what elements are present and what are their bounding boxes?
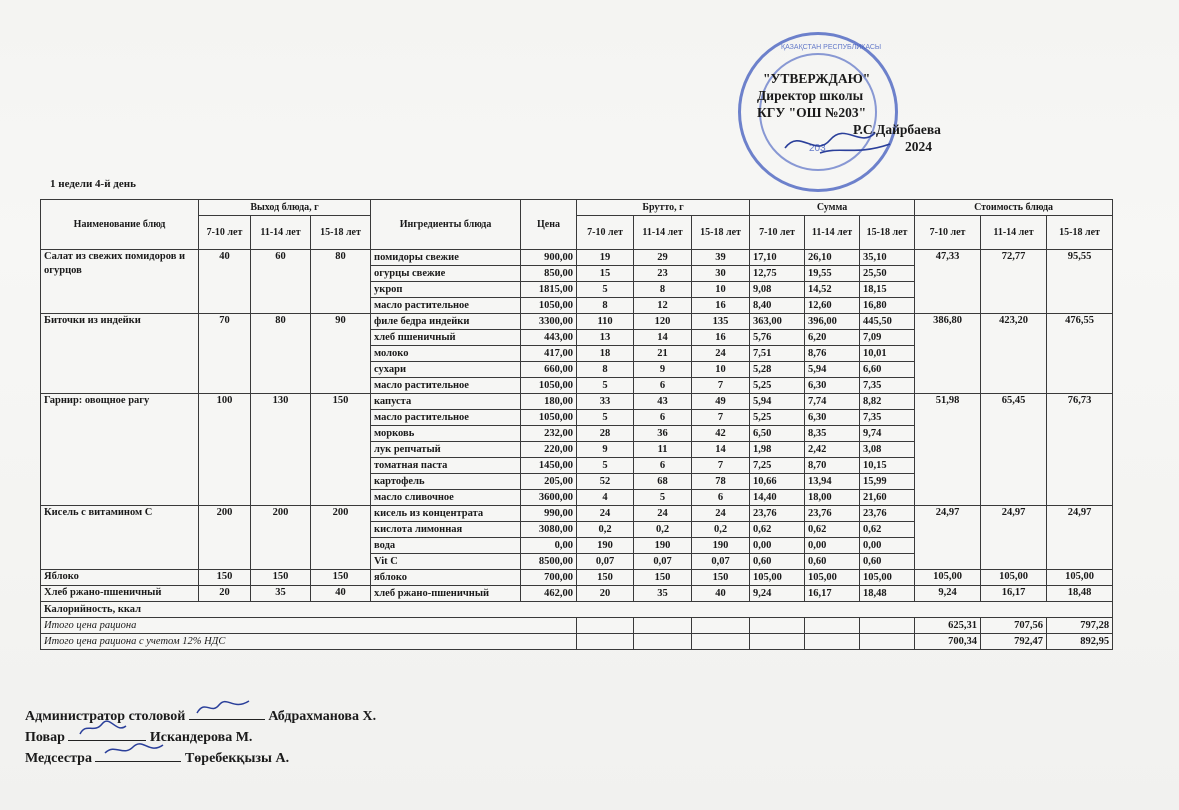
ingredient-brutto: 43: [634, 394, 692, 410]
dish-output: 40: [199, 250, 251, 314]
menu-table: [40, 199, 1113, 650]
total-value: 707,56: [981, 618, 1047, 634]
dish-output: 90: [311, 314, 371, 394]
dish-output: 100: [199, 394, 251, 506]
ingredient-brutto: 8: [577, 298, 634, 314]
ingredient-name: помидоры свежие: [371, 250, 521, 266]
dish-cost: 47,33: [915, 250, 981, 314]
table-row: [41, 586, 1113, 602]
ingredient-brutto: 6: [634, 378, 692, 394]
ingredient-brutto: 11: [634, 442, 692, 458]
ingredient-sum: 25,50: [860, 266, 915, 282]
ingredient-name: масло растительное: [371, 298, 521, 314]
dish-output: 150: [311, 394, 371, 506]
dish-cost: 76,73: [1047, 394, 1113, 506]
dish-cost: 105,00: [915, 570, 981, 586]
table-row: [41, 250, 1113, 266]
ingredient-sum: 8,40: [750, 298, 805, 314]
ingredient-brutto: 18: [577, 346, 634, 362]
ingredient-sum: 0,60: [750, 554, 805, 570]
ingredient-sum: 2,42: [805, 442, 860, 458]
header-age: 15-18 лет: [860, 216, 915, 250]
approval-signer: Р.С.Дайрбаева: [853, 122, 941, 137]
ingredient-name: молоко: [371, 346, 521, 362]
ingredient-name: хлеб пшеничный: [371, 330, 521, 346]
header-ingredients: Ингредиенты блюда: [371, 200, 521, 250]
ingredient-brutto: 10: [692, 362, 750, 378]
total-vat-label: Итого цена рациона с учетом 12% НДС: [41, 634, 577, 650]
dish-output: 130: [251, 394, 311, 506]
table-row: [41, 394, 1113, 410]
ingredient-name: укроп: [371, 282, 521, 298]
ingredient-brutto: 21: [634, 346, 692, 362]
dish-cost: 9,24: [915, 586, 981, 602]
dish-output: 80: [311, 250, 371, 314]
dish-cost: 105,00: [1047, 570, 1113, 586]
signature-role: Повар: [25, 730, 65, 745]
director-signature: [780, 118, 900, 168]
ingredient-sum: 12,60: [805, 298, 860, 314]
ingredient-price: 462,00: [521, 586, 577, 602]
dish-cost: 95,55: [1047, 250, 1113, 314]
ingredient-name: масло растительное: [371, 410, 521, 426]
ingredient-sum: 18,00: [805, 490, 860, 506]
ingredient-price: 1450,00: [521, 458, 577, 474]
header-sum: Сумма: [750, 200, 915, 216]
total-vat-value: 792,47: [981, 634, 1047, 650]
dish-cost: 24,97: [981, 506, 1047, 570]
ingredient-brutto: 30: [692, 266, 750, 282]
ingredient-name: картофель: [371, 474, 521, 490]
ingredient-name: сухари: [371, 362, 521, 378]
ingredient-price: 700,00: [521, 570, 577, 586]
ingredient-price: 660,00: [521, 362, 577, 378]
ingredient-sum: 7,35: [860, 378, 915, 394]
dish-output: 40: [311, 586, 371, 602]
ingredient-price: 180,00: [521, 394, 577, 410]
ingredient-sum: 9,74: [860, 426, 915, 442]
total-value: 625,31: [915, 618, 981, 634]
ingredient-brutto: 7: [692, 458, 750, 474]
signature-row: [25, 747, 376, 768]
ingredient-price: 3080,00: [521, 522, 577, 538]
ingredient-brutto: 4: [577, 490, 634, 506]
dish-name: Салат из свежих помидоров и огурцов: [41, 250, 199, 314]
header-age: 11-14 лет: [805, 216, 860, 250]
ingredient-sum: 10,15: [860, 458, 915, 474]
ingredient-brutto: 19: [577, 250, 634, 266]
ingredient-sum: 16,80: [860, 298, 915, 314]
table-row: [41, 506, 1113, 522]
day-title: 1 недели 4-й день: [50, 178, 136, 190]
ingredient-brutto: 28: [577, 426, 634, 442]
header-cost: Стоимость блюда: [915, 200, 1113, 216]
ingredient-brutto: 5: [577, 458, 634, 474]
ingredient-brutto: 15: [577, 266, 634, 282]
handwritten-signature: [193, 697, 253, 717]
ingredient-sum: 13,94: [805, 474, 860, 490]
ingredient-sum: 0,62: [805, 522, 860, 538]
dish-name: Биточки из индейки: [41, 314, 199, 394]
signature-row: [25, 726, 376, 747]
ingredient-brutto: 9: [634, 362, 692, 378]
ingredient-brutto: 12: [634, 298, 692, 314]
ingredient-sum: 26,10: [805, 250, 860, 266]
ingredient-name: капуста: [371, 394, 521, 410]
table-row: [41, 314, 1113, 330]
ingredient-price: 443,00: [521, 330, 577, 346]
header-age: 7-10 лет: [915, 216, 981, 250]
ingredient-brutto: 150: [634, 570, 692, 586]
ingredient-price: 232,00: [521, 426, 577, 442]
header-name: Наименование блюд: [41, 200, 199, 250]
ingredient-price: 1815,00: [521, 282, 577, 298]
ingredient-sum: 105,00: [805, 570, 860, 586]
ingredient-brutto: 16: [692, 298, 750, 314]
ingredient-sum: 35,10: [860, 250, 915, 266]
ingredient-sum: 0,62: [750, 522, 805, 538]
dish-name: Кисель с витамином С: [41, 506, 199, 570]
ingredient-sum: 12,75: [750, 266, 805, 282]
ingredient-name: томатная паста: [371, 458, 521, 474]
ingredient-sum: 5,76: [750, 330, 805, 346]
ingredient-sum: 9,08: [750, 282, 805, 298]
table-row: [41, 570, 1113, 586]
dish-name: Яблоко: [41, 570, 199, 586]
header-age: 7-10 лет: [750, 216, 805, 250]
ingredient-sum: 363,00: [750, 314, 805, 330]
approval-title: "УТВЕРЖДАЮ": [763, 71, 871, 86]
ingredient-sum: 6,20: [805, 330, 860, 346]
signature-name: Абдрахманова Х.: [268, 709, 377, 724]
ingredient-sum: 15,99: [860, 474, 915, 490]
ingredient-sum: 7,25: [750, 458, 805, 474]
ingredient-sum: 8,70: [805, 458, 860, 474]
ingredient-sum: 6,60: [860, 362, 915, 378]
ingredient-name: кисель из концентрата: [371, 506, 521, 522]
dish-cost: 105,00: [981, 570, 1047, 586]
ingredient-name: Vit C: [371, 554, 521, 570]
dish-output: 80: [251, 314, 311, 394]
total-value: 797,28: [1047, 618, 1113, 634]
ingredient-name: хлеб ржано-пшеничный: [371, 586, 521, 602]
ingredient-brutto: 0,07: [634, 554, 692, 570]
ingredient-sum: 6,30: [805, 378, 860, 394]
ingredient-sum: 0,62: [860, 522, 915, 538]
ingredient-sum: 18,15: [860, 282, 915, 298]
ingredient-sum: 105,00: [750, 570, 805, 586]
signature-name: Искандерова М.: [149, 730, 253, 745]
ingredient-brutto: 120: [634, 314, 692, 330]
ingredient-sum: 18,48: [860, 586, 915, 602]
ingredient-brutto: 150: [692, 570, 750, 586]
ingredient-brutto: 6: [692, 490, 750, 506]
ingredient-brutto: 190: [577, 538, 634, 554]
ingredient-price: 1050,00: [521, 410, 577, 426]
dish-output: 60: [251, 250, 311, 314]
ingredient-brutto: 78: [692, 474, 750, 490]
ingredient-brutto: 9: [577, 442, 634, 458]
approval-year: 2024: [905, 139, 932, 154]
ingredient-brutto: 23: [634, 266, 692, 282]
approval-director: Директор школы: [757, 88, 864, 103]
signature-role: Администратор столовой: [25, 709, 186, 724]
ingredient-name: морковь: [371, 426, 521, 442]
ingredient-brutto: 24: [634, 506, 692, 522]
dish-cost: 16,17: [981, 586, 1047, 602]
total-vat-value: 892,95: [1047, 634, 1113, 650]
ingredient-brutto: 8: [634, 282, 692, 298]
ingredient-sum: 0,00: [750, 538, 805, 554]
dish-cost: 65,45: [981, 394, 1047, 506]
header-age: 15-18 лет: [1047, 216, 1113, 250]
header-brutto: Брутто, г: [577, 200, 750, 216]
ingredient-name: вода: [371, 538, 521, 554]
dish-output: 200: [251, 506, 311, 570]
ingredient-brutto: 150: [577, 570, 634, 586]
ingredient-brutto: 110: [577, 314, 634, 330]
ingredient-sum: 1,98: [750, 442, 805, 458]
ingredient-brutto: 5: [577, 410, 634, 426]
dish-output: 150: [199, 570, 251, 586]
signature-name: Төребекқызы А.: [184, 751, 290, 766]
ingredient-price: 417,00: [521, 346, 577, 362]
ingredient-price: 1050,00: [521, 378, 577, 394]
ingredient-sum: 7,74: [805, 394, 860, 410]
dish-output: 20: [199, 586, 251, 602]
ingredient-brutto: 39: [692, 250, 750, 266]
dish-cost: 24,97: [1047, 506, 1113, 570]
ingredient-brutto: 6: [634, 410, 692, 426]
ingredient-price: 8500,00: [521, 554, 577, 570]
ingredient-name: кислота лимонная: [371, 522, 521, 538]
dish-cost: 18,48: [1047, 586, 1113, 602]
ingredient-price: 205,00: [521, 474, 577, 490]
ingredient-brutto: 8: [577, 362, 634, 378]
ingredient-brutto: 5: [634, 490, 692, 506]
signatures-block: [25, 705, 376, 768]
ingredient-brutto: 29: [634, 250, 692, 266]
ingredient-sum: 21,60: [860, 490, 915, 506]
ingredient-sum: 6,30: [805, 410, 860, 426]
dish-output: 200: [311, 506, 371, 570]
dish-cost: 51,98: [915, 394, 981, 506]
signature-role: Медсестра: [25, 751, 92, 766]
dish-name: Хлеб ржано-пшеничный: [41, 586, 199, 602]
ingredient-sum: 0,60: [860, 554, 915, 570]
ingredient-brutto: 33: [577, 394, 634, 410]
ingredient-sum: 10,66: [750, 474, 805, 490]
dish-cost: 72,77: [981, 250, 1047, 314]
ingredient-sum: 23,76: [805, 506, 860, 522]
ingredient-name: яблоко: [371, 570, 521, 586]
ingredient-brutto: 135: [692, 314, 750, 330]
ingredient-sum: 105,00: [860, 570, 915, 586]
handwritten-signature: [72, 718, 132, 738]
ingredient-price: 990,00: [521, 506, 577, 522]
calories-label: Калорийность, ккал: [41, 602, 1113, 618]
ingredient-brutto: 24: [692, 346, 750, 362]
ingredient-sum: 445,50: [860, 314, 915, 330]
ingredient-sum: 8,35: [805, 426, 860, 442]
ingredient-name: филе бедра индейки: [371, 314, 521, 330]
ingredient-name: огурцы свежие: [371, 266, 521, 282]
dish-output: 150: [311, 570, 371, 586]
ingredient-sum: 16,17: [805, 586, 860, 602]
ingredient-sum: 10,01: [860, 346, 915, 362]
ingredient-price: 0,00: [521, 538, 577, 554]
dish-name: Гарнир: овощное рагу: [41, 394, 199, 506]
header-age: 15-18 лет: [311, 216, 371, 250]
ingredient-brutto: 5: [577, 378, 634, 394]
ingredient-price: 220,00: [521, 442, 577, 458]
seal-text: ҚАЗАҚСТАН РЕСПУБЛИКАСЫ: [781, 44, 882, 51]
ingredient-brutto: 0,2: [634, 522, 692, 538]
handwritten-signature: [99, 739, 169, 759]
dish-cost: 476,55: [1047, 314, 1113, 394]
ingredient-brutto: 35: [634, 586, 692, 602]
ingredient-price: 1050,00: [521, 298, 577, 314]
ingredient-sum: 5,28: [750, 362, 805, 378]
ingredient-brutto: 5: [577, 282, 634, 298]
ingredient-brutto: 24: [692, 506, 750, 522]
ingredient-brutto: 40: [692, 586, 750, 602]
ingredient-sum: 5,25: [750, 378, 805, 394]
dish-output: 150: [251, 570, 311, 586]
ingredient-sum: 9,24: [750, 586, 805, 602]
ingredient-sum: 17,10: [750, 250, 805, 266]
ingredient-sum: 0,00: [805, 538, 860, 554]
ingredient-brutto: 10: [692, 282, 750, 298]
header-age: 11-14 лет: [251, 216, 311, 250]
ingredient-sum: 0,60: [805, 554, 860, 570]
ingredient-sum: 8,82: [860, 394, 915, 410]
ingredient-brutto: 24: [577, 506, 634, 522]
ingredient-sum: 19,55: [805, 266, 860, 282]
ingredient-brutto: 0,07: [577, 554, 634, 570]
dish-cost: 386,80: [915, 314, 981, 394]
ingredient-name: масло сливочное: [371, 490, 521, 506]
ingredient-sum: 396,00: [805, 314, 860, 330]
ingredient-brutto: 42: [692, 426, 750, 442]
ingredient-brutto: 0,07: [692, 554, 750, 570]
ingredient-brutto: 36: [634, 426, 692, 442]
ingredient-brutto: 0,2: [577, 522, 634, 538]
approval-school: КГУ "ОШ №203": [757, 105, 867, 120]
ingredient-name: лук репчатый: [371, 442, 521, 458]
dish-output: 35: [251, 586, 311, 602]
header-age: 11-14 лет: [634, 216, 692, 250]
ingredient-brutto: 52: [577, 474, 634, 490]
ingredient-brutto: 13: [577, 330, 634, 346]
ingredient-brutto: 16: [692, 330, 750, 346]
ingredient-sum: 5,94: [805, 362, 860, 378]
ingredient-price: 900,00: [521, 250, 577, 266]
header-age: 7-10 лет: [199, 216, 251, 250]
header-price: Цена: [521, 200, 577, 250]
dish-cost: 24,97: [915, 506, 981, 570]
ingredient-sum: 3,08: [860, 442, 915, 458]
header-age: 7-10 лет: [577, 216, 634, 250]
ingredient-price: 3600,00: [521, 490, 577, 506]
header-output: Выход блюда, г: [199, 200, 371, 216]
ingredient-name: масло растительное: [371, 378, 521, 394]
ingredient-brutto: 68: [634, 474, 692, 490]
ingredient-sum: 7,35: [860, 410, 915, 426]
ingredient-sum: 0,00: [860, 538, 915, 554]
header-age: 11-14 лет: [981, 216, 1047, 250]
signature-line: [189, 705, 265, 720]
dish-cost: 423,20: [981, 314, 1047, 394]
dish-output: 200: [199, 506, 251, 570]
seal-number: 203: [809, 143, 826, 154]
ingredient-price: 850,00: [521, 266, 577, 282]
ingredient-brutto: 14: [692, 442, 750, 458]
ingredient-brutto: 190: [634, 538, 692, 554]
ingredient-sum: 14,40: [750, 490, 805, 506]
ingredient-brutto: 7: [692, 410, 750, 426]
ingredient-brutto: 14: [634, 330, 692, 346]
ingredient-brutto: 6: [634, 458, 692, 474]
ingredient-sum: 5,25: [750, 410, 805, 426]
ingredient-sum: 6,50: [750, 426, 805, 442]
dish-output: 70: [199, 314, 251, 394]
header-age: 15-18 лет: [692, 216, 750, 250]
ingredient-brutto: 0,2: [692, 522, 750, 538]
total-vat-value: 700,34: [915, 634, 981, 650]
total-label: Итого цена рациона: [41, 618, 577, 634]
ingredient-brutto: 49: [692, 394, 750, 410]
ingredient-brutto: 20: [577, 586, 634, 602]
ingredient-sum: 23,76: [860, 506, 915, 522]
ingredient-brutto: 7: [692, 378, 750, 394]
ingredient-sum: 23,76: [750, 506, 805, 522]
signature-line: [95, 747, 181, 762]
ingredient-brutto: 190: [692, 538, 750, 554]
ingredient-sum: 14,52: [805, 282, 860, 298]
ingredient-sum: 8,76: [805, 346, 860, 362]
ingredient-sum: 7,51: [750, 346, 805, 362]
ingredient-price: 3300,00: [521, 314, 577, 330]
ingredient-sum: 5,94: [750, 394, 805, 410]
ingredient-sum: 7,09: [860, 330, 915, 346]
